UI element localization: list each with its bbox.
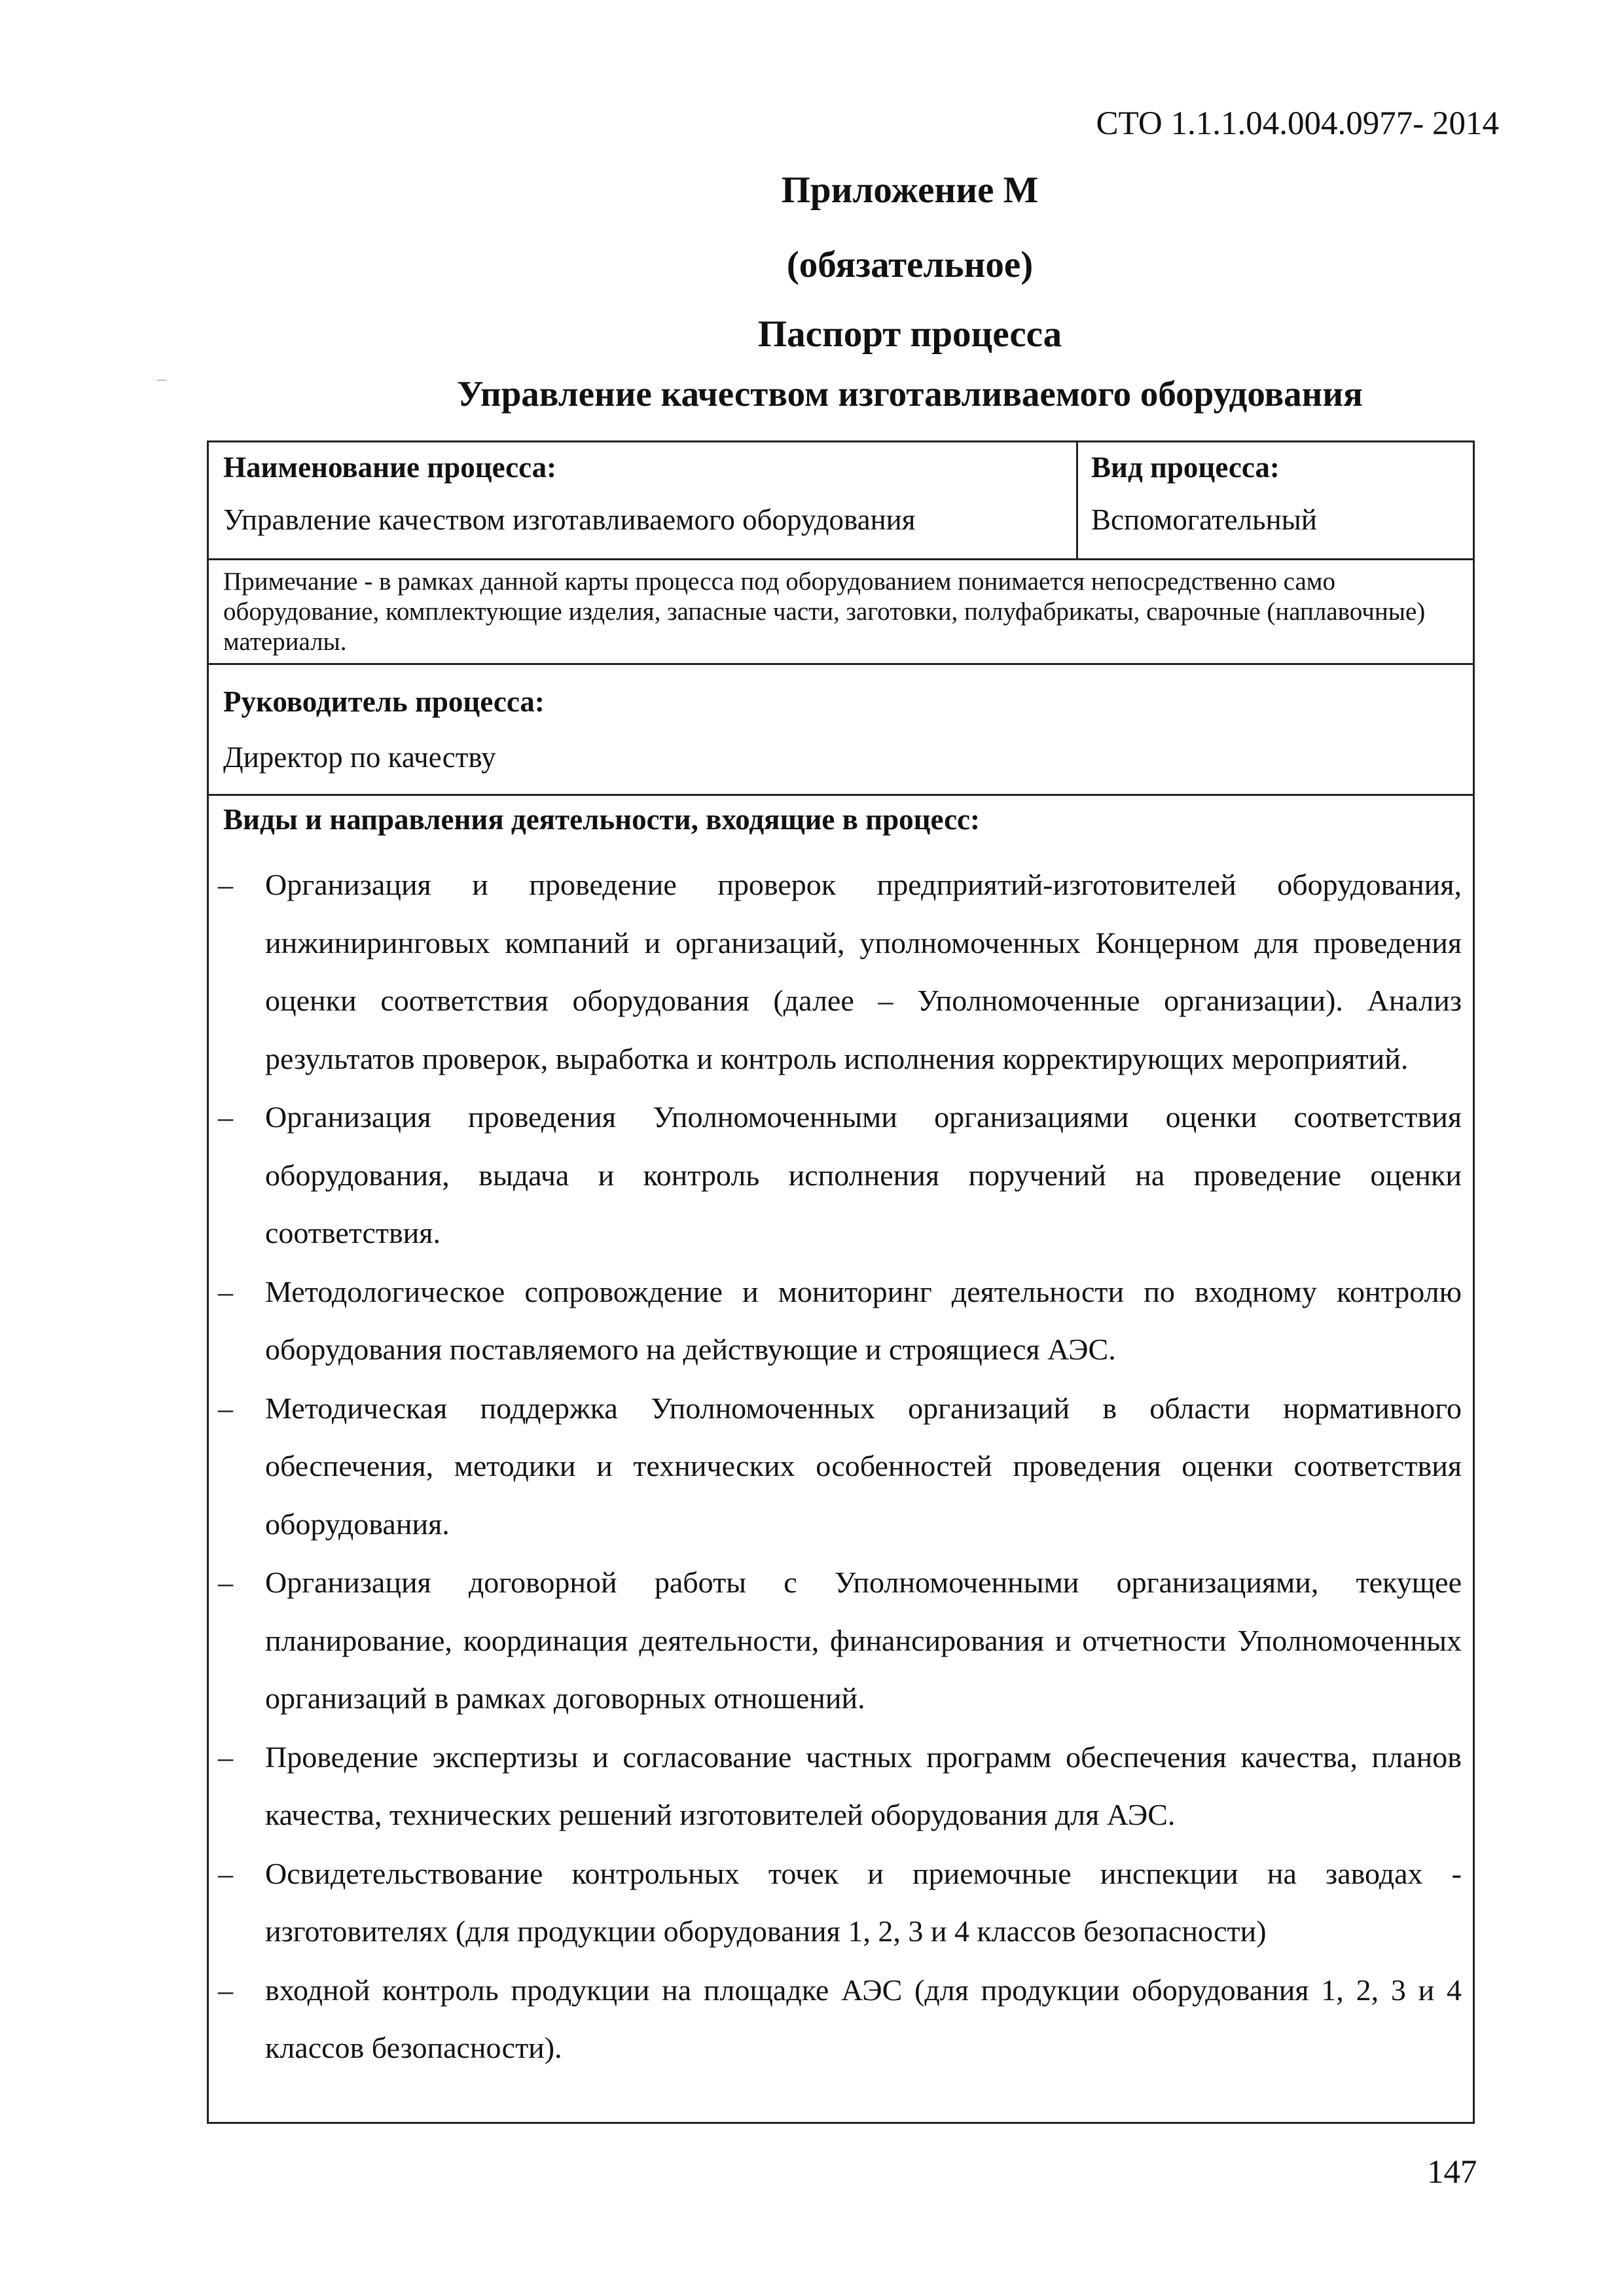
process-type-label: Вид процесса: [1091, 451, 1280, 484]
process-head-value: Директор по качеству [223, 741, 496, 774]
activities-list [218, 856, 1462, 2078]
column-divider [1076, 442, 1078, 560]
process-name-value: Управление качеством изготавливаемого оборудования [223, 503, 916, 536]
dash-bullet: – [218, 868, 233, 901]
appendix-status: (обязательное) [786, 244, 1034, 285]
dash-bullet: – [218, 1566, 233, 1599]
activity-text: Методологическое сопровождение и мониторинг деятельности по входному контролю оборудования поставляемого на действующие и строящиеся АЭС. [265, 1274, 1462, 1366]
activities-row [209, 796, 1473, 2122]
list-item [218, 1845, 1462, 1961]
process-name-label: Наименование процесса: [223, 451, 557, 484]
list-item [218, 856, 1462, 1088]
list-item [218, 1729, 1462, 1844]
activity-text: Освидетельствование контрольных точек и приемочные инспекции на заводах - изготовителях (для продукции оборудования 1, 2, 3 и 4 классов безопасности) [265, 1856, 1462, 1948]
process-passport-table [207, 440, 1475, 2124]
activity-text: Методическая поддержка Уполномоченных организаций в области нормативного обеспечения, методики и технических особенностей проведения оценки соответствия оборудования. [265, 1391, 1462, 1541]
activity-text: Организация договорной работы с Уполномоченными организациями, текущее планирование, координация деятельности, финансирования и отчетности Уполномоченных организаций в рамках договорных отношений. [265, 1566, 1462, 1715]
process-type-value: Вспомогательный [1091, 503, 1317, 536]
list-item [218, 1554, 1462, 1728]
process-name-row [209, 442, 1473, 560]
process-head-label: Руководитель процесса: [223, 685, 545, 718]
note-text: Примечание - в рамках данной карты процесса под оборудованием понимается непосредственно само оборудование, комплектующие изделия, запасные части, заготовки, полуфабрикаты, сварочные (наплавочные) материалы. [223, 567, 1426, 656]
activity-text: Организация и проведение проверок предприятий-изготовителей оборудования, инжиниринговых компаний и организаций, уполномоченных Концерном для проведения оценки соответствия оборудования (далее – Уполномоченные организации). Анализ результатов проверок, выработка и контроль исполнения корректирующих мероприятий. [265, 868, 1462, 1075]
activities-label: Виды и направления деятельности, входящие в процесс: [223, 803, 981, 836]
activity-text: Проведение экспертизы и согласование частных программ обеспечения качества, планов качества, технических решений изготовителей оборудования для АЭС. [265, 1740, 1462, 1831]
dash-bullet: – [218, 1274, 233, 1308]
process-title: Управление качеством изготавливаемого оборудования [457, 374, 1363, 414]
note-row [209, 560, 1473, 665]
activity-text: входной контроль продукции на площадке АЭС (для продукции оборудования 1, 2, 3 и 4 классов безопасности). [265, 1973, 1462, 2064]
appendix-title: Приложение М [781, 170, 1039, 211]
dash-bullet: – [218, 1973, 233, 2007]
process-head-row [209, 665, 1473, 796]
dash-bullet: – [218, 1856, 233, 1890]
list-item [218, 1263, 1462, 1379]
dash-bullet: – [218, 1391, 233, 1425]
activity-text: Организация проведения Уполномоченными организациями оценки соответствия оборудования, выдача и контроль исполнения поручений на проведение оценки соответствия. [265, 1100, 1462, 1249]
page-number: 147 [1427, 2154, 1477, 2191]
list-item [218, 1088, 1462, 1263]
list-item [218, 1380, 1462, 1554]
dash-bullet: – [218, 1740, 233, 1774]
document-code: СТО 1.1.1.04.004.0977- 2014 [1096, 105, 1499, 142]
list-item [218, 1962, 1462, 2077]
dash-bullet: – [218, 1100, 233, 1134]
document-type-title: Паспорт процесса [757, 314, 1062, 355]
